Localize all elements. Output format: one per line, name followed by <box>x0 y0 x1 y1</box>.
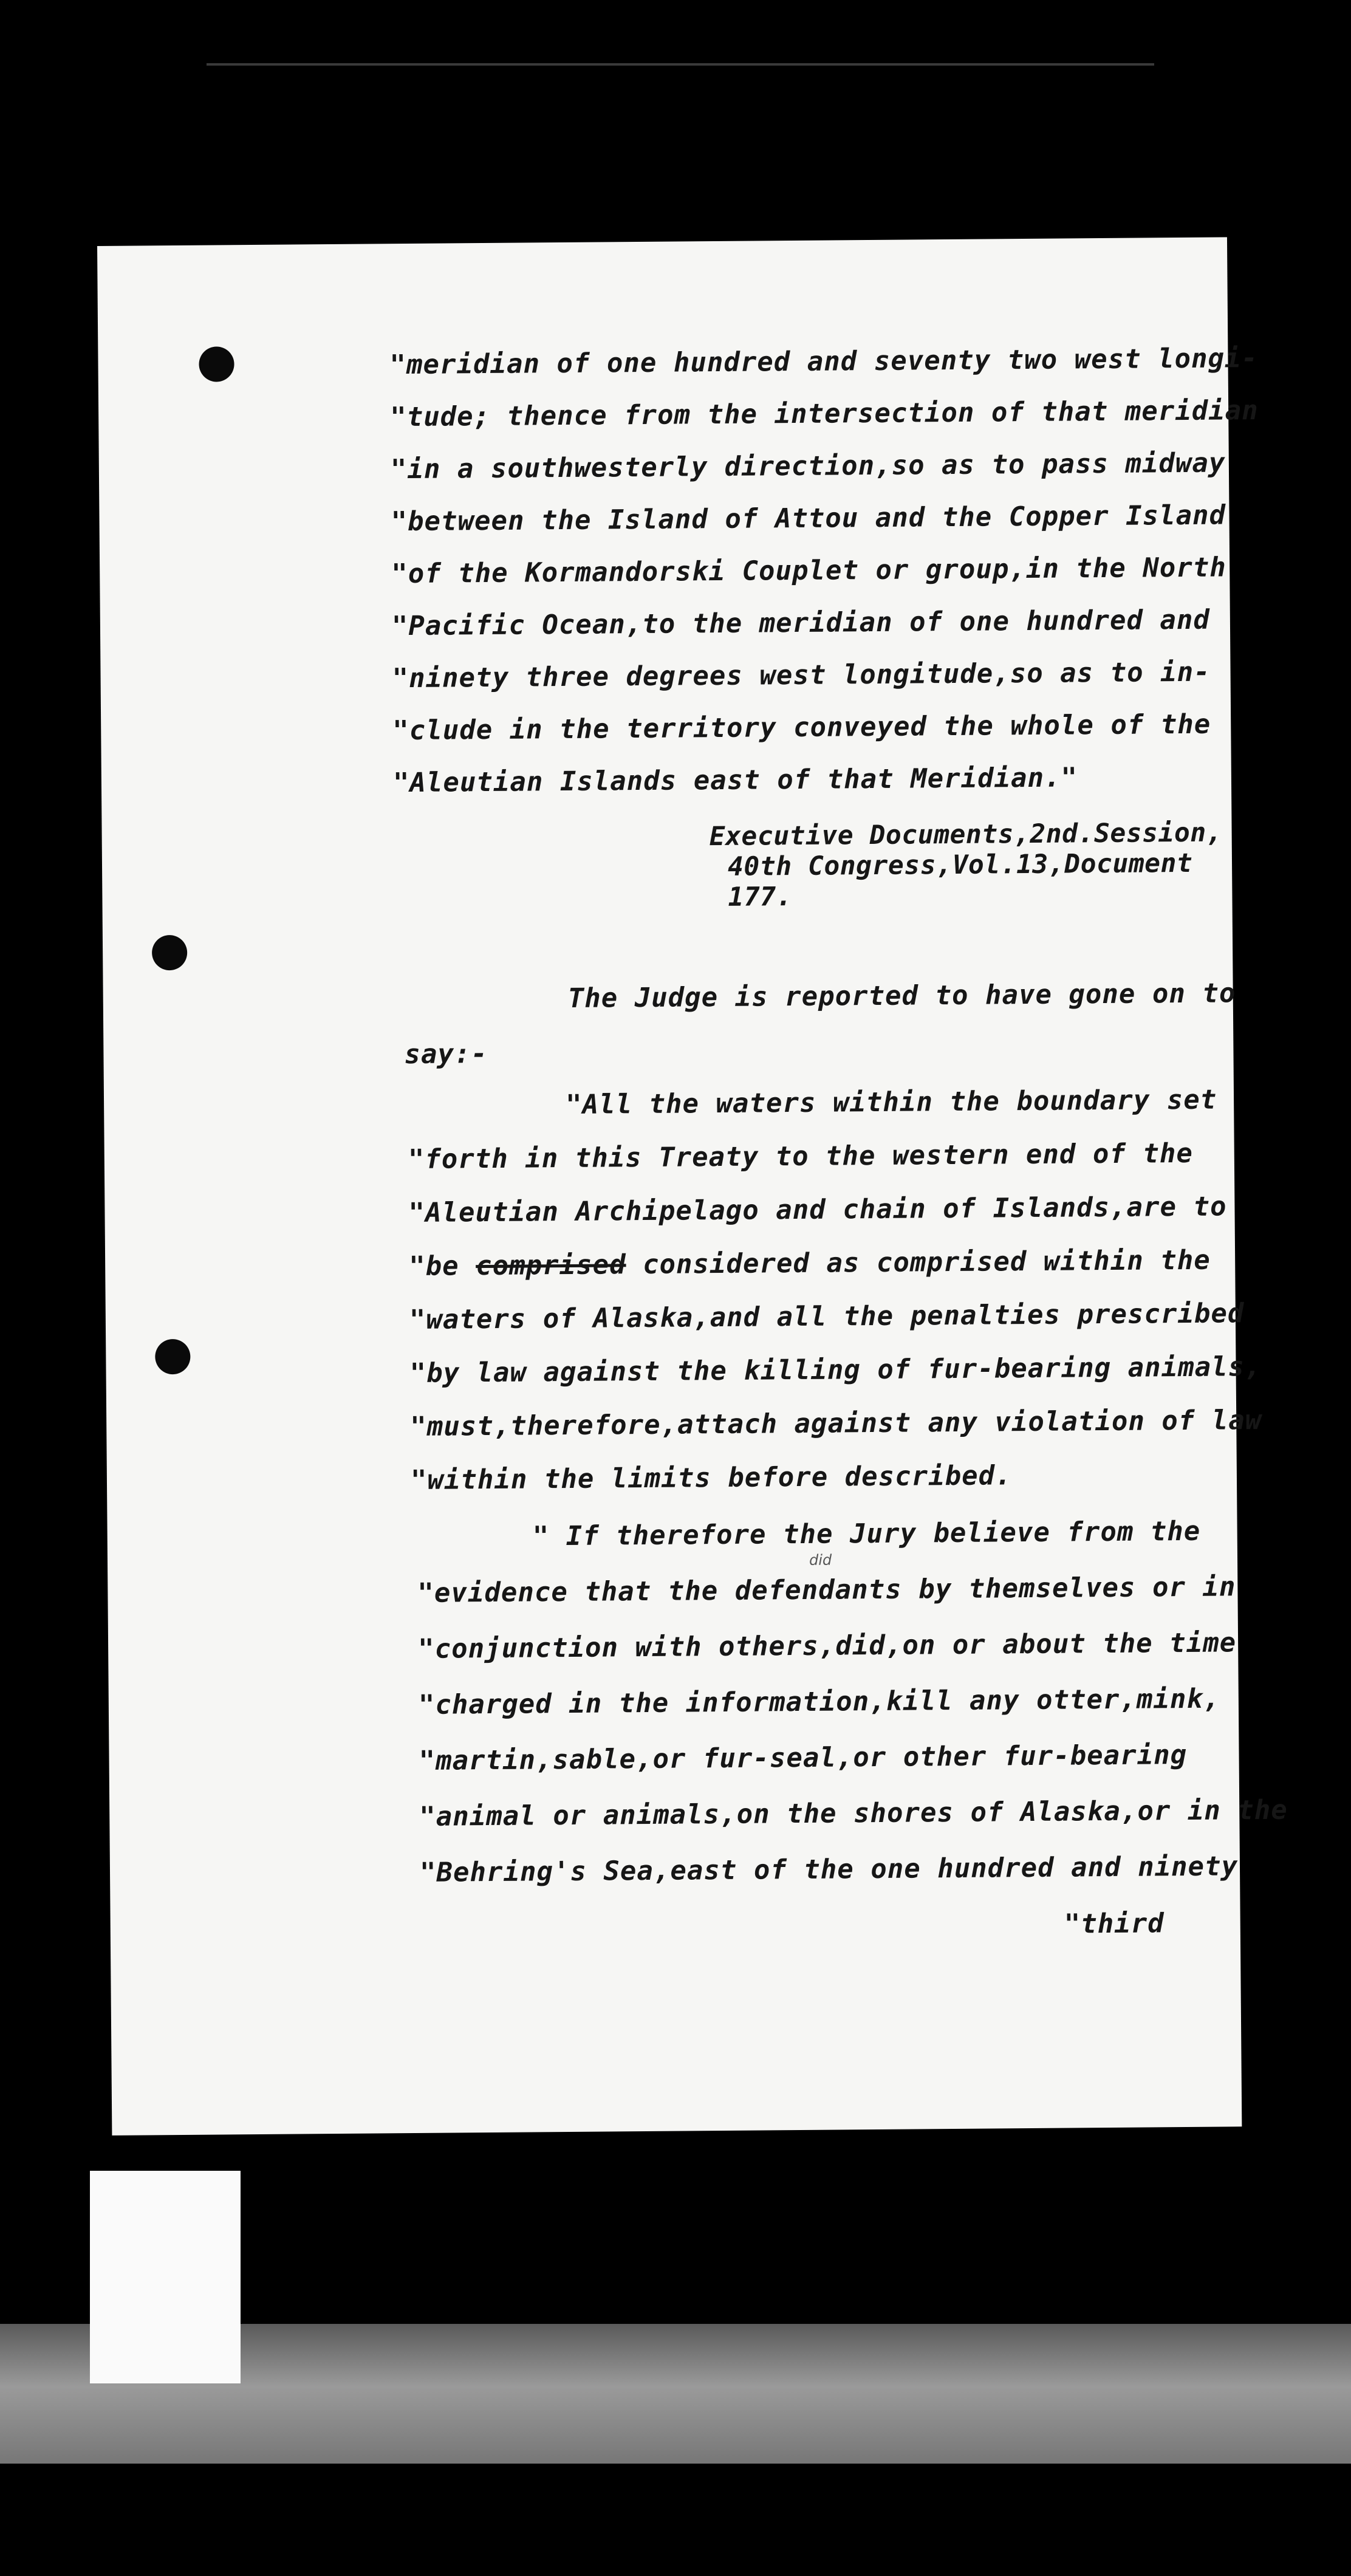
text-line: "conjunction with others,did,on or about the time <box>417 1627 1237 1665</box>
text-line: "evidence that the defendants by themselves or in <box>417 1571 1236 1609</box>
text-line: " If therefore the Jury believe from the <box>532 1515 1201 1552</box>
text-line: "between the Island of Attou and the Copper Island <box>391 499 1226 538</box>
text-line: "forth in this Treaty to the western end of the <box>408 1137 1194 1176</box>
text-line: "waters of Alaska,and all the penalties prescribed <box>409 1298 1245 1336</box>
text-line: "of the Kormandorski Couplet or group,in the North <box>391 552 1226 590</box>
struck-word: comprised <box>475 1249 626 1282</box>
text-line: "ninety three degrees west longitude,so as to in- <box>392 656 1211 694</box>
text-line: "All the waters within the boundary set <box>565 1084 1217 1120</box>
scan-edge-line <box>207 63 1154 66</box>
catchword: "third <box>1064 1908 1165 1940</box>
citation-line: 177. <box>728 882 793 913</box>
text-line: "Behring's Sea,east of the one hundred and ninety <box>419 1851 1239 1888</box>
text-line <box>409 1242 1211 1285</box>
citation-line: Executive Documents,2nd.Session, <box>709 817 1223 852</box>
strike-suffix: considered as comprised within the <box>626 1244 1211 1281</box>
text-line: "by law against the killing of fur-bearing animals, <box>409 1351 1262 1389</box>
text-line: "martin,sable,or fur-seal,or other fur-bearing <box>419 1739 1188 1776</box>
text-line: "Aleutian Archipelago and chain of Islands,are to <box>408 1191 1227 1229</box>
text-line: "animal or animals,on the shores of Alaska,or in the <box>419 1794 1288 1832</box>
text-line: "Pacific Ocean,to the meridian of one hundred and <box>391 604 1211 642</box>
strike-prefix: "be <box>409 1250 476 1283</box>
handwritten-insert: did <box>809 1551 832 1569</box>
text-line: "charged in the information,kill any otter,mink, <box>418 1683 1220 1721</box>
citation-line: 40th Congress,Vol.13,Document <box>727 848 1193 882</box>
text-line: The Judge is reported to have gone on to <box>567 978 1236 1014</box>
text-line: "Aleutian Islands east of that Meridian." <box>392 762 1078 799</box>
text-line: "in a southwesterly direction,so as to pass midway <box>390 447 1226 485</box>
white-card <box>90 2171 241 2383</box>
text-line: "must,therefore,attach against any violation of law <box>410 1405 1262 1443</box>
text-line: "within the limits before described. <box>410 1460 1012 1496</box>
text-line: "tude; thence from the intersection of that meridian <box>390 394 1259 433</box>
text-line: "clude in the territory conveyed the whole of the <box>392 708 1211 747</box>
document-text <box>97 237 1288 2136</box>
text-line: say:- <box>404 1038 488 1070</box>
text-line: "meridian of one hundred and seventy two west longi- <box>389 342 1259 381</box>
document-page <box>97 237 1288 2136</box>
